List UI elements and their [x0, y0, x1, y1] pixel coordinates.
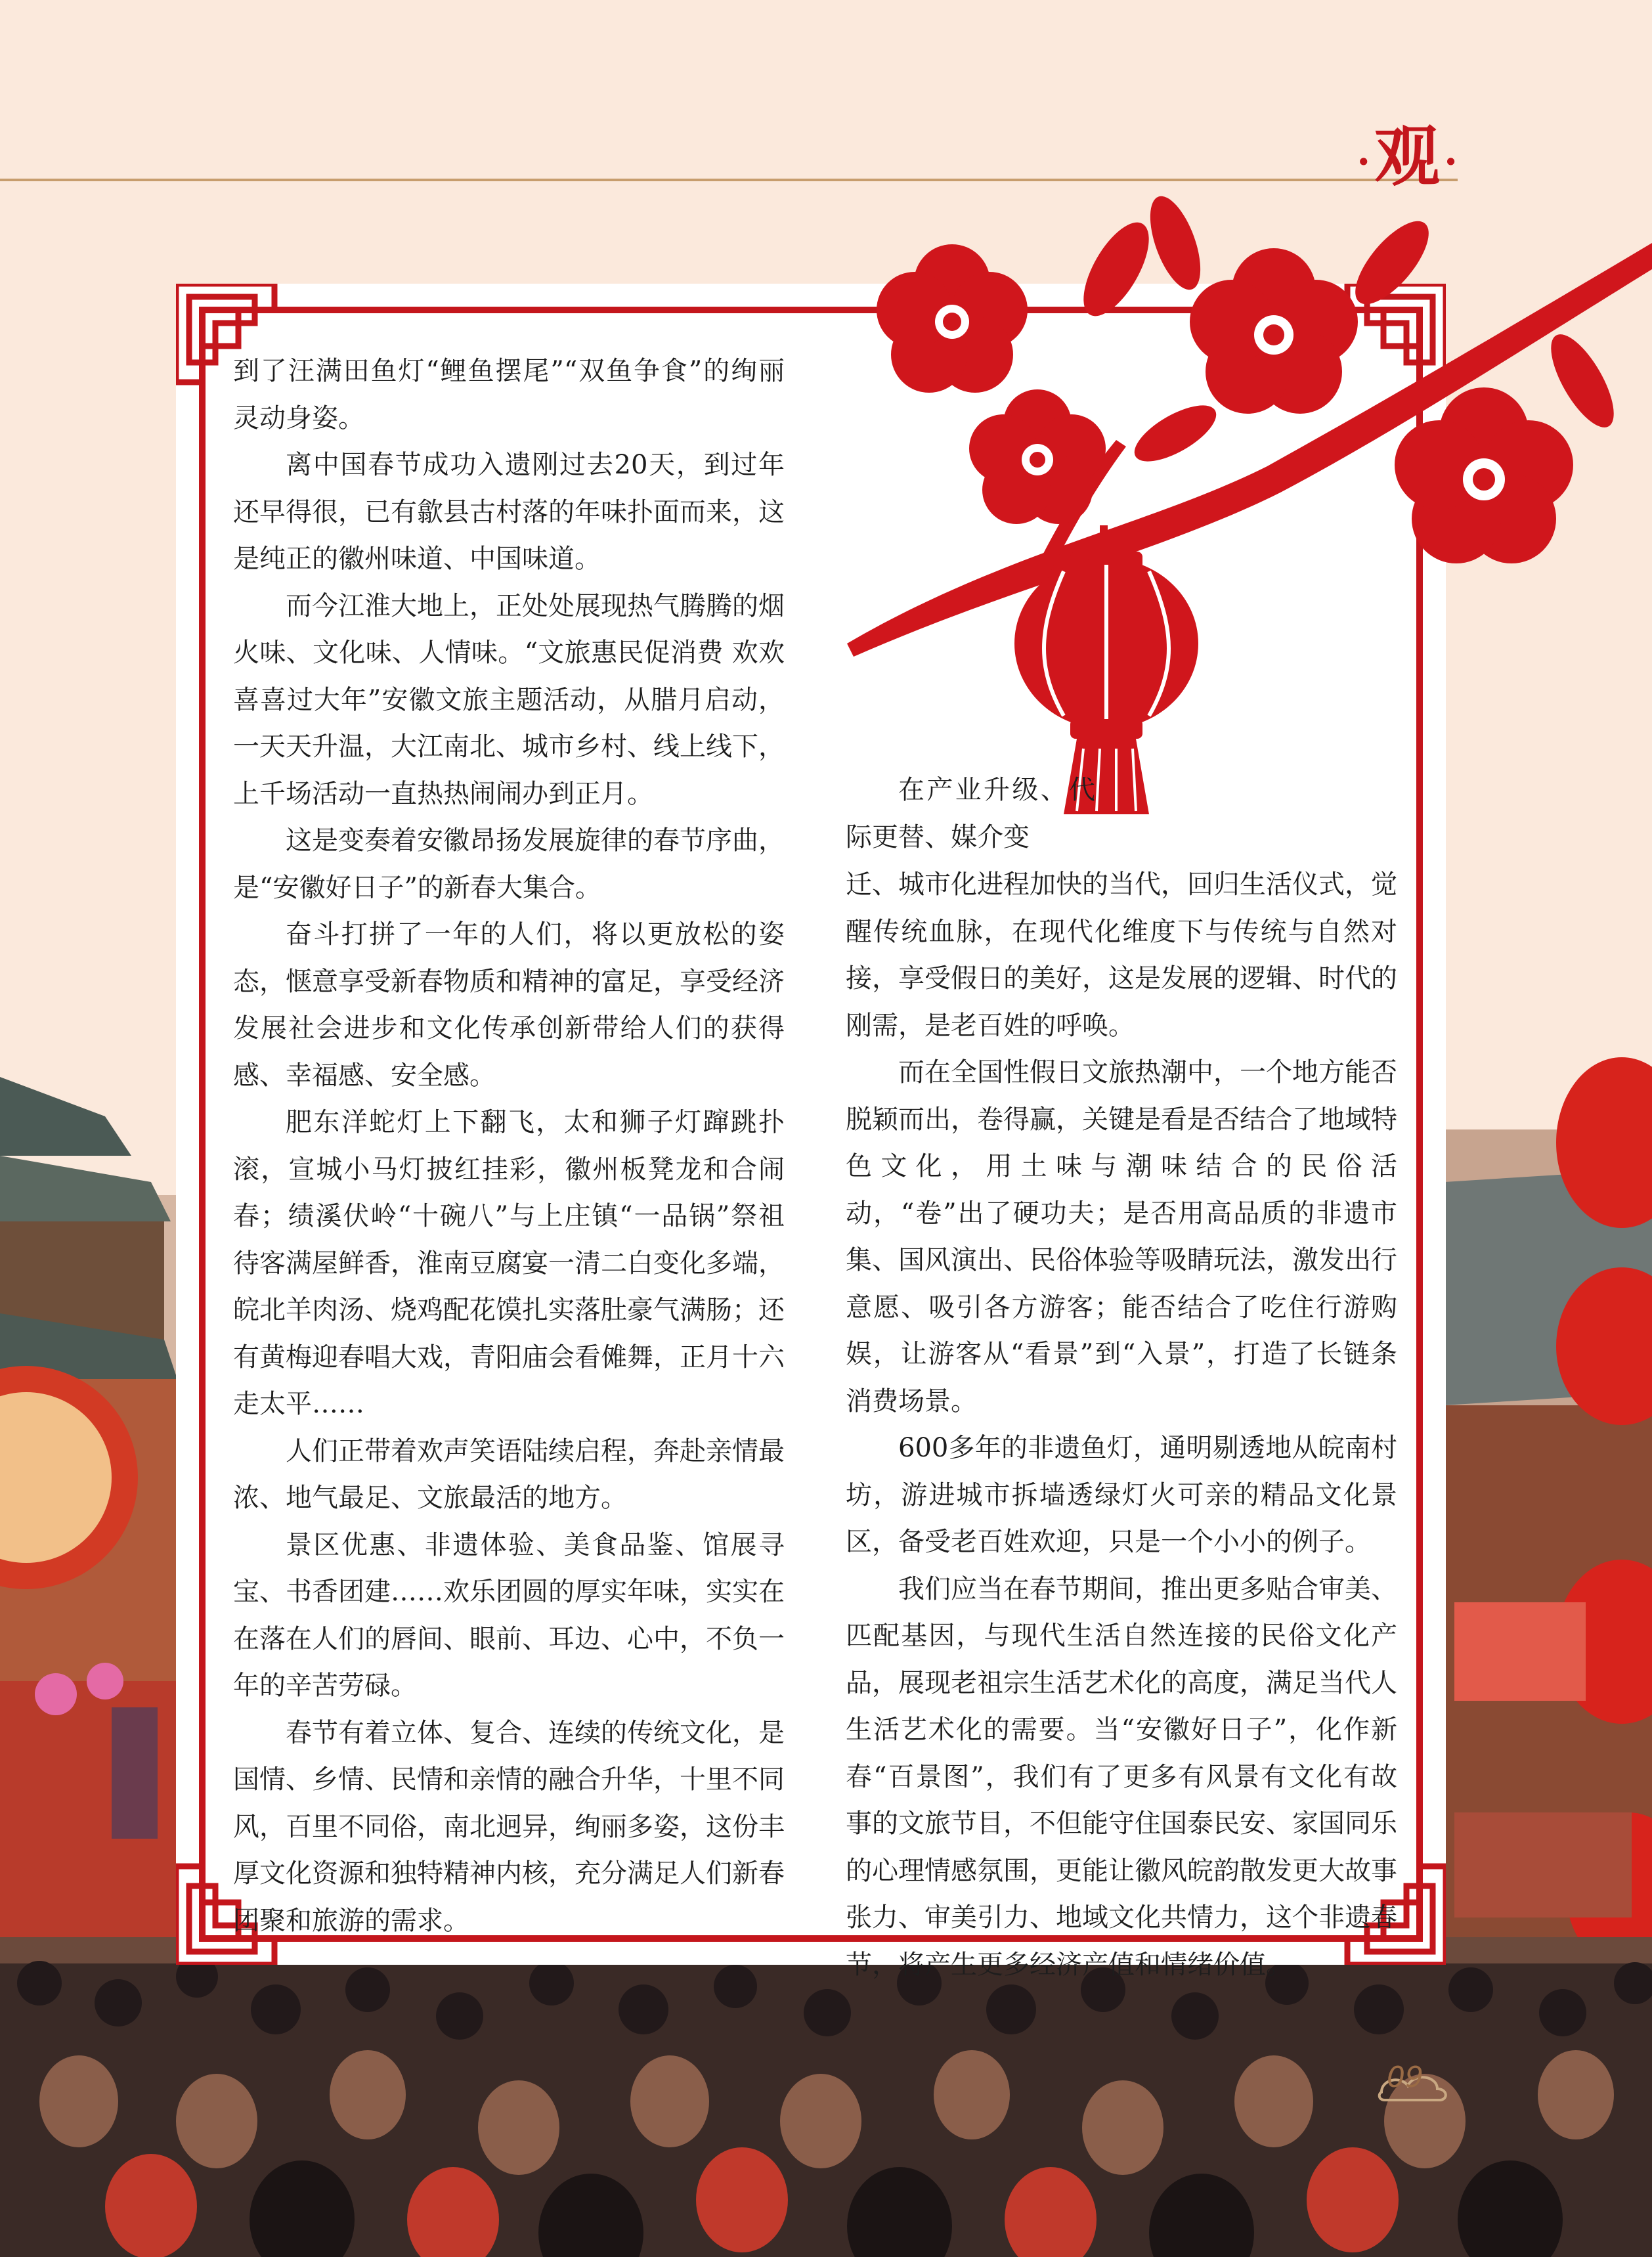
page-number: 09	[1387, 2061, 1424, 2094]
section-char: 观	[1374, 118, 1445, 195]
plum-flower-4	[1395, 387, 1573, 563]
plum-blossom-lantern-papercut	[808, 184, 1652, 827]
paragraph: 而在全国性假日文旅热潮中，一个地方能否脱颖而出，卷得赢，关键是看是否结合了地域特色文化，用土味与潮味结合的民俗活动，“卷”出了硬功夫；是否用高品质的非遗市集、国风演出、民俗体验等吸睛玩法，激发出行意愿、吸引各方游客；能否结合了吃住行游购娱，让游客从“看景”到“入景”，打造了长链条消费场景。	[846, 1057, 1397, 1416]
plum-flower-3	[969, 389, 1106, 524]
paragraph: 迁、城市化进程加快的当代，回归生活仪式，觉醒传统血脉，在现代化维度下与传统与自然对接，享受假日的美好，这是发展的逻辑、时代的刚需，是老百姓的呼唤。	[846, 869, 1397, 1041]
paragraph: 而今江淮大地上，正处处展现热气腾腾的烟火味、文化味、人情味。“文旅惠民促消费 欢欢喜喜过大年”安徽文旅主题活动，从腊月启动，一天天升温，大江南北、城市乡村、线上线下，上千场活动一直热热闹闹办到正月。	[233, 590, 785, 809]
paragraph: 奋斗打拼了一年的人们，将以更放松的姿态，惬意享受新春物质和精神的富足，享受经济发展社会进步和文化传承创新带给人们的获得感、幸福感、安全感。	[233, 919, 785, 1091]
paragraph: 600多年的非遗鱼灯，通明剔透地从皖南村坊，游进城市拆墙透绿灯火可亲的精品文化景区，备受老百姓欢迎，只是一个小小的例子。	[846, 1433, 1397, 1557]
paragraph: 在产业升级、代际更替、媒介变	[846, 775, 1095, 852]
pagoda-left	[0, 1077, 177, 1957]
article-left-column	[233, 348, 785, 1944]
section-dot-left: ·	[1357, 139, 1375, 186]
paragraph: 到了汪满田鱼灯“鲤鱼摆尾”“双鱼争食”的绚丽灵动身姿。	[233, 356, 785, 433]
paragraph: 肥东洋蛇灯上下翻飞，太和狮子灯蹿跳扑滚，宣城小马灯披红挂彩，徽州板凳龙和合闹春；绩溪伏岭“十碗八”与上庄镇“一品锅”祭祖待客满屋鲜香，淮南豆腐宴一清二白变化多端，皖北羊肉汤、烧鸡配花馍扎实落肚豪气满肠；还有黄梅迎春唱大戏，青阳庙会看傩舞，正月十六走太平……	[233, 1107, 785, 1419]
plum-flower-1	[877, 244, 1028, 393]
header-rule	[0, 179, 1458, 181]
paragraph: 离中国春节成功入遗刚过去20天，到过年还早得很，已有歙县古村落的年味扑面而来，这是纯正的徽州味道、中国味道。	[233, 450, 785, 574]
section-dot-right: ·	[1444, 139, 1462, 186]
paragraph: 景区优惠、非遗体验、美食品鉴、馆展寻宝、书香团建……欢乐团圆的厚实年味，实实在在落在人们的唇间、眼前、耳边、心中，不负一年的辛苦劳碌。	[233, 1529, 785, 1701]
article-right-column	[846, 862, 1397, 1988]
article-right-column-lead	[846, 767, 1095, 861]
paragraph: 人们正带着欢声笑语陆续启程，奔赴亲情最浓、地气最足、文旅最活的地方。	[233, 1435, 785, 1513]
paragraph: 春节有着立体、复合、连续的传统文化，是国情、乡情、民情和亲情的融合升华，十里不同风，百里不同俗，南北迥异，绚丽多姿，这份丰厚文化资源和独特精神内核，充分满足人们新春团聚和旅游的需求。	[233, 1717, 785, 1936]
building-right	[1445, 1057, 1652, 1983]
paragraph: 我们应当在春节期间，推出更多贴合审美、匹配基因，与现代生活自然连接的民俗文化产品，展现老祖宗生活艺术化的高度，满足当代人生活艺术化的需要。当“安徽好日子”，化作新春“百景图”，我们有了更多有风景有文化有故事的文旅节目，不但能守住国泰民安、家国同乐的心理情感氛围，更能让徽风皖韵散发更大故事张力、审美引力、地域文化共情力，这个非遗春节，将产生更多经济产值和情绪价值。	[846, 1573, 1397, 1980]
paragraph: 这是变奏着安徽昂扬发展旋律的春节序曲，是“安徽好日子”的新春大集合。	[233, 825, 785, 903]
plum-flower-2	[1190, 248, 1358, 414]
